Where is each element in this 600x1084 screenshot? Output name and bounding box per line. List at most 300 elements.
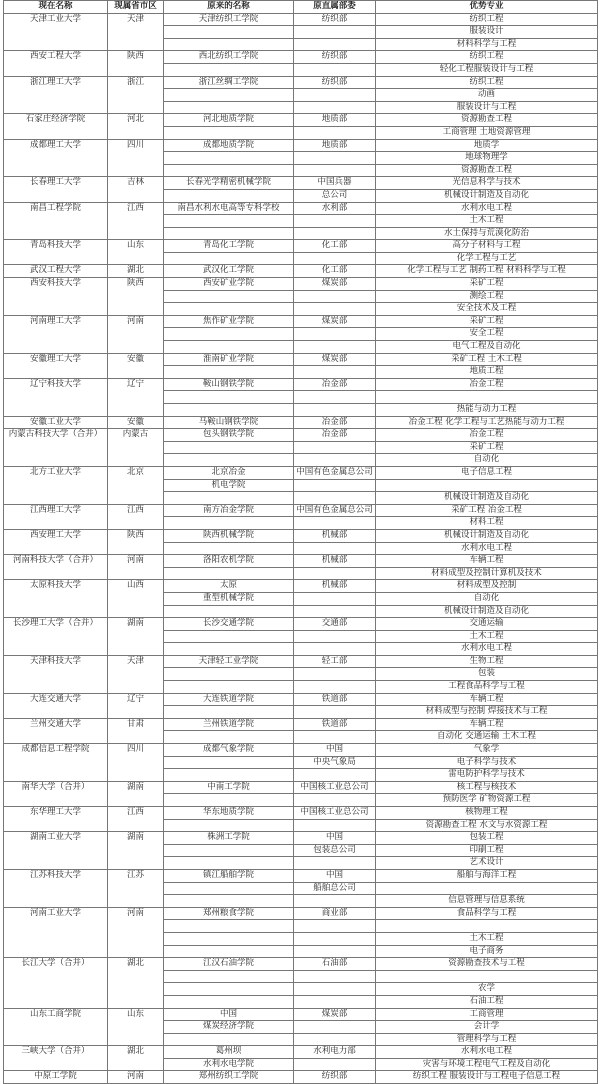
- major-cell: 艺术设计: [376, 857, 598, 870]
- major-cell: 电子商务: [376, 945, 598, 958]
- major-cell: 材料工程: [376, 517, 598, 530]
- major-cell: 材料成型及控制计算机及技术: [376, 567, 598, 580]
- major-cell: 纺织工程 服装设计与工程电子信息工程: [376, 1071, 598, 1084]
- ministry-cell: [294, 479, 376, 492]
- ministry-cell: [294, 895, 376, 908]
- original-name-cell: [164, 895, 294, 908]
- ministry-cell: [294, 945, 376, 958]
- major-cell: 食品科学与工程: [376, 907, 598, 920]
- original-name-cell: [164, 101, 294, 114]
- current-name-cell: 山东工商学院: [4, 1008, 108, 1046]
- original-name-cell: [164, 844, 294, 857]
- major-cell: 纺织工程: [376, 51, 598, 64]
- ministry-cell: [294, 1021, 376, 1034]
- current-name-cell: 大连交通大学: [4, 693, 108, 718]
- major-cell: 车辆工程: [376, 693, 598, 706]
- table-row: [4, 718, 598, 731]
- current-name-cell: 河南工业大学: [4, 907, 108, 957]
- major-cell: 资源勘查技术与工程: [376, 958, 598, 971]
- ministry-cell: [294, 101, 376, 114]
- ministry-cell: [294, 769, 376, 782]
- major-cell: [376, 479, 598, 492]
- table-row: [4, 114, 598, 127]
- ministry-cell: 冶金部: [294, 378, 376, 391]
- major-cell: 包装: [376, 668, 598, 681]
- major-cell: 材料科学与工程: [376, 38, 598, 51]
- original-name-cell: 煤炭经济学院: [164, 1021, 294, 1034]
- original-name-cell: 郑州粮食学院: [164, 907, 294, 920]
- major-cell: 水利水电工程: [376, 202, 598, 215]
- major-cell: 冶金工程: [376, 429, 598, 442]
- original-name-cell: [164, 303, 294, 316]
- original-name-cell: 重型机械学院: [164, 592, 294, 605]
- ministry-cell: 化工部: [294, 240, 376, 253]
- province-cell: 湖北: [108, 1046, 164, 1071]
- ministry-cell: [294, 89, 376, 102]
- original-name-cell: [164, 89, 294, 102]
- table-row: [4, 958, 598, 971]
- original-name-cell: [164, 492, 294, 505]
- province-cell: 内蒙古: [108, 429, 164, 467]
- province-cell: 四川: [108, 139, 164, 177]
- major-cell: 气象学: [376, 744, 598, 757]
- current-name-cell: 内蒙古科技大学（合并）: [4, 429, 108, 467]
- major-cell: 印刷工程: [376, 844, 598, 857]
- ministry-cell: [294, 857, 376, 870]
- major-cell: 光信息科学与技术: [376, 177, 598, 190]
- table-row: [4, 378, 598, 391]
- ministry-cell: 中国有色金属总公司: [294, 466, 376, 479]
- major-cell: 自动化: [376, 592, 598, 605]
- table-row: [4, 832, 598, 845]
- original-name-cell: [164, 341, 294, 354]
- ministry-cell: [294, 932, 376, 945]
- major-cell: 会计学: [376, 1021, 598, 1034]
- ministry-cell: [294, 1033, 376, 1046]
- major-cell: [376, 970, 598, 983]
- ministry-cell: [294, 983, 376, 996]
- major-cell: 工商管理 土地资源管理: [376, 126, 598, 139]
- major-cell: 自动化 交通运输 土木工程: [376, 731, 598, 744]
- major-cell: 电气工程及自动化: [376, 341, 598, 354]
- current-name-cell: 南昌工程学院: [4, 202, 108, 240]
- major-cell: 预防医学 矿物资源工程: [376, 794, 598, 807]
- ministry-cell: 中国: [294, 832, 376, 845]
- original-name-cell: [164, 404, 294, 417]
- original-name-cell: [164, 63, 294, 76]
- major-cell: 机械设计制造及自动化: [376, 529, 598, 542]
- original-name-cell: [164, 366, 294, 379]
- current-name-cell: 中原工学院: [4, 1071, 108, 1084]
- ministry-cell: 纺织部: [294, 13, 376, 26]
- original-name-cell: [164, 706, 294, 719]
- ministry-cell: [294, 630, 376, 643]
- table-row: [4, 240, 598, 253]
- original-name-cell: 太原: [164, 580, 294, 593]
- province-cell: 江西: [108, 504, 164, 529]
- current-name-cell: 长江大学（合并）: [4, 958, 108, 1008]
- original-name-cell: 郑州纺织工学院: [164, 1071, 294, 1084]
- ministry-cell: [294, 794, 376, 807]
- ministry-cell: 水利电力部: [294, 1046, 376, 1059]
- province-cell: 辽宁: [108, 378, 164, 416]
- major-cell: 采矿工程: [376, 315, 598, 328]
- major-cell: 地质工程: [376, 366, 598, 379]
- table-row: [4, 416, 598, 429]
- original-name-cell: 长春光学精密机械学院: [164, 177, 294, 190]
- original-name-cell: [164, 328, 294, 341]
- major-cell: 资源勘查工程: [376, 164, 598, 177]
- table-row: [4, 618, 598, 631]
- major-cell: 车辆工程: [376, 718, 598, 731]
- ministry-cell: [294, 441, 376, 454]
- ministry-cell: [294, 605, 376, 618]
- province-cell: 山东: [108, 240, 164, 265]
- table-row: [4, 744, 598, 757]
- major-cell: 农学: [376, 983, 598, 996]
- original-name-cell: [164, 441, 294, 454]
- major-cell: 机械设计制造及自动化: [376, 189, 598, 202]
- province-cell: 江西: [108, 807, 164, 832]
- table-row: [4, 580, 598, 593]
- original-name-cell: [164, 38, 294, 51]
- original-name-cell: 武汉化工学院: [164, 265, 294, 278]
- ministry-cell: 煤炭部: [294, 1008, 376, 1021]
- ministry-cell: 中国: [294, 869, 376, 882]
- major-cell: [376, 391, 598, 404]
- major-cell: 水利水电工程: [376, 542, 598, 555]
- ministry-cell: 商业部: [294, 907, 376, 920]
- original-name-cell: [164, 215, 294, 228]
- major-cell: 采矿工程: [376, 278, 598, 291]
- table-row: [4, 869, 598, 882]
- original-name-cell: [164, 668, 294, 681]
- ministry-cell: 交通部: [294, 618, 376, 631]
- major-cell: 纺织工程: [376, 76, 598, 89]
- ministry-cell: 石油部: [294, 958, 376, 971]
- original-name-cell: [164, 983, 294, 996]
- major-cell: 采矿工程 冶金工程: [376, 504, 598, 517]
- major-cell: 轻化工程服装设计与工程: [376, 63, 598, 76]
- ministry-cell: [294, 970, 376, 983]
- province-cell: 北京: [108, 466, 164, 504]
- current-name-cell: 浙江理工大学: [4, 76, 108, 114]
- major-cell: 雷电防护科学与技术: [376, 769, 598, 782]
- major-cell: 核物理工程: [376, 807, 598, 820]
- province-cell: 吉林: [108, 177, 164, 202]
- original-name-cell: [164, 290, 294, 303]
- province-cell: 河北: [108, 114, 164, 139]
- province-cell: 安徽: [108, 353, 164, 378]
- original-name-cell: [164, 630, 294, 643]
- current-name-cell: 西安科技大学: [4, 278, 108, 316]
- province-cell: 陕西: [108, 51, 164, 76]
- original-name-cell: [164, 945, 294, 958]
- major-cell: 地球物理学: [376, 152, 598, 165]
- major-cell: 冶金工程 化学工程与工艺热能与动力工程: [376, 416, 598, 429]
- original-name-cell: [164, 1033, 294, 1046]
- ministry-cell: 纺织部: [294, 1071, 376, 1084]
- ministry-cell: [294, 454, 376, 467]
- ministry-cell: 中国核工业总公司: [294, 807, 376, 820]
- current-name-cell: 安徽工业大学: [4, 416, 108, 429]
- ministry-cell: 船舶总公司: [294, 882, 376, 895]
- major-cell: 机械设计制造及自动化: [376, 605, 598, 618]
- current-name-cell: 天津科技大学: [4, 655, 108, 693]
- province-cell: 河南: [108, 907, 164, 957]
- original-name-cell: 江汉石油学院: [164, 958, 294, 971]
- original-name-cell: 株洲工学院: [164, 832, 294, 845]
- major-cell: 安全技术及工程: [376, 303, 598, 316]
- ministry-cell: [294, 668, 376, 681]
- header-current-name: 现在名称: [4, 1, 108, 14]
- table-row: [4, 13, 598, 26]
- ministry-cell: 化工部: [294, 265, 376, 278]
- major-cell: 土木工程: [376, 630, 598, 643]
- current-name-cell: 安徽理工大学: [4, 353, 108, 378]
- table-row: [4, 315, 598, 328]
- original-name-cell: [164, 227, 294, 240]
- major-cell: 工商管理: [376, 1008, 598, 1021]
- original-name-cell: [164, 605, 294, 618]
- original-name-cell: 华东地质学院: [164, 807, 294, 820]
- original-name-cell: 兰州铁道学院: [164, 718, 294, 731]
- original-name-cell: 鞍山钢铁学院: [164, 378, 294, 391]
- table-row: [4, 1071, 598, 1084]
- original-name-cell: 成都气象学院: [164, 744, 294, 757]
- major-cell: 服装设计与工程: [376, 101, 598, 114]
- province-cell: 山东: [108, 1008, 164, 1046]
- original-name-cell: 葛州坝: [164, 1046, 294, 1059]
- ministry-cell: 铁道部: [294, 718, 376, 731]
- province-cell: 湖南: [108, 781, 164, 806]
- current-name-cell: 河南理工大学: [4, 315, 108, 353]
- original-name-cell: [164, 995, 294, 1008]
- ministry-cell: [294, 542, 376, 555]
- ministry-cell: 地质部: [294, 114, 376, 127]
- ministry-cell: 纺织部: [294, 51, 376, 64]
- major-cell: 管理科学与工程: [376, 1033, 598, 1046]
- major-cell: 测绘工程: [376, 290, 598, 303]
- current-name-cell: 三峡大学（合并）: [4, 1046, 108, 1071]
- major-cell: 生物工程: [376, 655, 598, 668]
- header-ministry: 原直属部委: [294, 1, 376, 14]
- original-name-cell: 天津轻工业学院: [164, 655, 294, 668]
- table-row: [4, 504, 598, 517]
- current-name-cell: 石家庄经济学院: [4, 114, 108, 139]
- original-name-cell: 淮南矿业学院: [164, 353, 294, 366]
- ministry-cell: [294, 391, 376, 404]
- ministry-cell: 冶金部: [294, 416, 376, 429]
- original-name-cell: 浙江丝绸工学院: [164, 76, 294, 89]
- ministry-cell: 煤炭部: [294, 353, 376, 366]
- original-name-cell: 中国: [164, 1008, 294, 1021]
- ministry-cell: 机械部: [294, 529, 376, 542]
- major-cell: 采矿工程: [376, 441, 598, 454]
- original-name-cell: 陕西机械学院: [164, 529, 294, 542]
- current-name-cell: 长沙理工大学（合并）: [4, 618, 108, 656]
- current-name-cell: 西安理工大学: [4, 529, 108, 554]
- ministry-cell: [294, 26, 376, 39]
- original-name-cell: 西安矿业学院: [164, 278, 294, 291]
- ministry-cell: [294, 706, 376, 719]
- original-name-cell: [164, 26, 294, 39]
- ministry-cell: 煤炭部: [294, 278, 376, 291]
- ministry-cell: 轻工部: [294, 655, 376, 668]
- ministry-cell: [294, 995, 376, 1008]
- original-name-cell: [164, 252, 294, 265]
- ministry-cell: [294, 63, 376, 76]
- ministry-cell: [294, 303, 376, 316]
- original-name-cell: 马鞍山钢铁学院: [164, 416, 294, 429]
- original-name-cell: [164, 932, 294, 945]
- major-cell: 冶金工程: [376, 378, 598, 391]
- major-cell: 机械设计制造及自动化: [376, 492, 598, 505]
- major-cell: 包装工程: [376, 832, 598, 845]
- original-name-cell: [164, 920, 294, 933]
- original-name-cell: 包头钢铁学院: [164, 429, 294, 442]
- ministry-cell: 煤炭部: [294, 315, 376, 328]
- original-name-cell: 洛阳农机学院: [164, 555, 294, 568]
- major-cell: 材料成型与控制 焊接技术与工程: [376, 706, 598, 719]
- ministry-cell: [294, 227, 376, 240]
- original-name-cell: [164, 164, 294, 177]
- major-cell: 资源勘查工程: [376, 114, 598, 127]
- current-name-cell: 兰州交通大学: [4, 718, 108, 743]
- original-name-cell: [164, 731, 294, 744]
- ministry-cell: [294, 404, 376, 417]
- original-name-cell: 镇江船舶学院: [164, 869, 294, 882]
- ministry-cell: [294, 920, 376, 933]
- original-name-cell: 成都地质学院: [164, 139, 294, 152]
- ministry-cell: 包装总公司: [294, 844, 376, 857]
- ministry-cell: [294, 366, 376, 379]
- current-name-cell: 太原科技大学: [4, 580, 108, 618]
- major-cell: 石油工程: [376, 995, 598, 1008]
- major-cell: 安全工程: [376, 328, 598, 341]
- original-name-cell: 北京冶金: [164, 466, 294, 479]
- ministry-cell: 机械部: [294, 580, 376, 593]
- ministry-cell: 中央气象局: [294, 756, 376, 769]
- current-name-cell: 青岛科技大学: [4, 240, 108, 265]
- table-row: [4, 177, 598, 190]
- major-cell: 工程食品科学与工程: [376, 681, 598, 694]
- original-name-cell: [164, 756, 294, 769]
- ministry-cell: 地质部: [294, 139, 376, 152]
- table-row: [4, 278, 598, 291]
- ministry-cell: [294, 643, 376, 656]
- ministry-cell: [294, 290, 376, 303]
- ministry-cell: 中国核工业总公司: [294, 781, 376, 794]
- major-cell: 自动化: [376, 454, 598, 467]
- major-cell: 采矿工程 土木工程: [376, 353, 598, 366]
- major-cell: 服装设计: [376, 26, 598, 39]
- table-row: [4, 655, 598, 668]
- major-cell: 交通运输: [376, 618, 598, 631]
- table-row: [4, 76, 598, 89]
- original-name-cell: [164, 882, 294, 895]
- original-name-cell: [164, 794, 294, 807]
- table-row: [4, 807, 598, 820]
- original-name-cell: 南方冶金学院: [164, 504, 294, 517]
- province-cell: 天津: [108, 13, 164, 51]
- ministry-cell: 机械部: [294, 555, 376, 568]
- ministry-cell: [294, 819, 376, 832]
- table-row: [4, 139, 598, 152]
- province-cell: 甘肃: [108, 718, 164, 743]
- province-cell: 浙江: [108, 76, 164, 114]
- current-name-cell: 北方工业大学: [4, 466, 108, 504]
- table-row: [4, 693, 598, 706]
- province-cell: 湖南: [108, 832, 164, 870]
- major-cell: 水利水电工程: [376, 643, 598, 656]
- major-cell: 核工程与核技术: [376, 781, 598, 794]
- table-row: [4, 781, 598, 794]
- original-name-cell: [164, 819, 294, 832]
- original-name-cell: [164, 681, 294, 694]
- major-cell: [376, 920, 598, 933]
- header-majors: 优势专业: [376, 1, 598, 14]
- ministry-cell: [294, 681, 376, 694]
- original-name-cell: 中南工学院: [164, 781, 294, 794]
- original-name-cell: 西北纺织工学院: [164, 51, 294, 64]
- major-cell: 信息管理与信息系统: [376, 895, 598, 908]
- table-row: [4, 555, 598, 568]
- current-name-cell: 天津工业大学: [4, 13, 108, 51]
- province-cell: 湖北: [108, 265, 164, 278]
- major-cell: 灾害与环境工程电气工程及自动化: [376, 1058, 598, 1071]
- province-cell: 湖南: [108, 618, 164, 656]
- current-name-cell: 湖南工业大学: [4, 832, 108, 870]
- table-body: [4, 13, 598, 1083]
- province-cell: 河南: [108, 1071, 164, 1084]
- ministry-cell: [294, 252, 376, 265]
- table-row: [4, 466, 598, 479]
- major-cell: 材料成型及控制: [376, 580, 598, 593]
- current-name-cell: 长春理工大学: [4, 177, 108, 202]
- original-name-cell: 天津纺织工学院: [164, 13, 294, 26]
- ministry-cell: 水利部: [294, 202, 376, 215]
- table-row: [4, 1008, 598, 1021]
- current-name-cell: 江西理工大学: [4, 504, 108, 529]
- ministry-cell: [294, 215, 376, 228]
- major-cell: 地质学: [376, 139, 598, 152]
- current-name-cell: 成都理工大学: [4, 139, 108, 177]
- table-row: [4, 51, 598, 64]
- province-cell: 陕西: [108, 529, 164, 554]
- original-name-cell: 南昌水利水电高等专科学校: [164, 202, 294, 215]
- original-name-cell: [164, 857, 294, 870]
- major-cell: 动画: [376, 89, 598, 102]
- original-name-cell: 焦作矿业学院: [164, 315, 294, 328]
- current-name-cell: 西安工程大学: [4, 51, 108, 76]
- ministry-cell: 中国兵器: [294, 177, 376, 190]
- original-name-cell: 机电学院: [164, 479, 294, 492]
- major-cell: 纺织工程: [376, 13, 598, 26]
- table-row: [4, 202, 598, 215]
- current-name-cell: 武汉工程大学: [4, 265, 108, 278]
- original-name-cell: [164, 391, 294, 404]
- province-cell: 陕西: [108, 278, 164, 316]
- major-cell: 电子科学与技术: [376, 756, 598, 769]
- ministry-cell: [294, 567, 376, 580]
- table-row: [4, 429, 598, 442]
- current-name-cell: 江苏科技大学: [4, 869, 108, 907]
- original-name-cell: 河北地质学院: [164, 114, 294, 127]
- ministry-cell: 纺织部: [294, 76, 376, 89]
- ministry-cell: 总公司: [294, 189, 376, 202]
- university-table: [3, 0, 598, 1084]
